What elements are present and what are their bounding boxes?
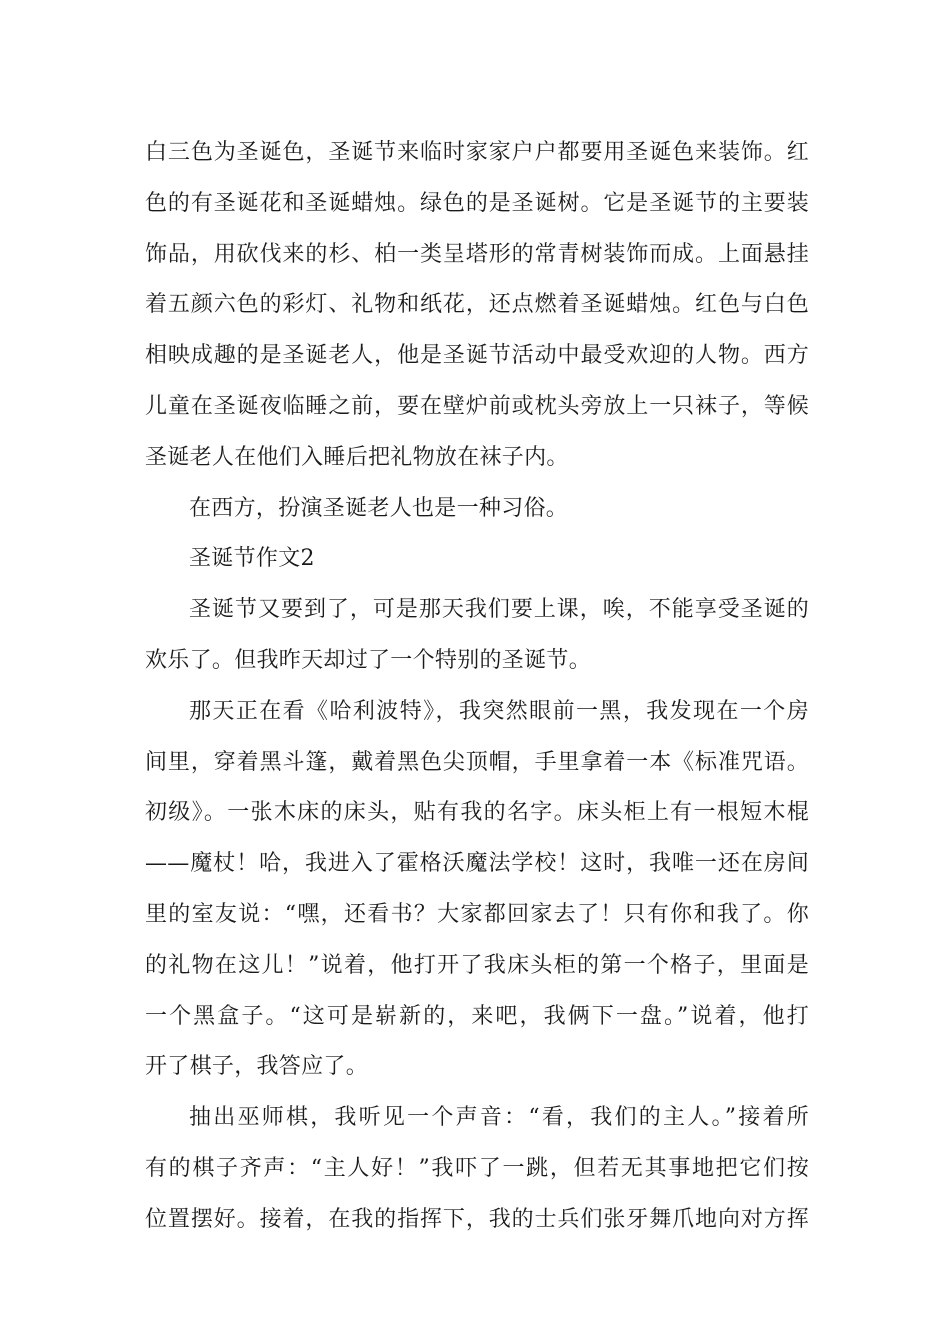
paragraph-first-line: 那天正在看《哈利波特》，我突然眼前一黑，我发现在一个房 <box>189 698 809 724</box>
text-line: 初级》。一张木床的床头，贴有我的名字。床头柜上有一根短木棍 <box>145 800 809 826</box>
text-line: 有的棋子齐声：“主人好！”我吓了一跳，但若无其事地把它们按 <box>145 1155 809 1181</box>
document-body <box>145 128 809 1246</box>
text-line: 的礼物在这儿！”说着，他打开了我床头柜的第一个格子，里面是 <box>145 952 809 978</box>
text-line: 色的有圣诞花和圣诞蜡烛。绿色的是圣诞树。它是圣诞节的主要装 <box>145 190 809 216</box>
paragraph-first-line: 抽出巫师棋，我听见一个声音：“看，我们的主人。”接着所 <box>189 1105 809 1131</box>
paragraph-first-line: 圣诞节又要到了，可是那天我们要上课，唉，不能享受圣诞的 <box>189 597 809 623</box>
text-line: 饰品，用砍伐来的杉、柏一类呈塔形的常青树装饰而成。上面悬挂 <box>145 241 809 267</box>
text-line: ——魔杖！哈，我进入了霍格沃魔法学校！这时，我唯一还在房间 <box>145 851 809 877</box>
text-line: 位置摆好。接着，在我的指挥下，我的士兵们张牙舞爪地向对方挥 <box>145 1206 809 1232</box>
text-line: 间里，穿着黑斗篷，戴着黑色尖顶帽，手里拿着一本《标准咒语。 <box>145 749 809 775</box>
text-line: 相映成趣的是圣诞老人，他是圣诞节活动中最受欢迎的人物。西方 <box>145 343 809 369</box>
text-line: 里的室友说：“嘿，还看书？大家都回家去了！只有你和我了。你 <box>145 901 809 927</box>
text-line: 开了棋子，我答应了。 <box>145 1054 369 1080</box>
paragraph-first-line: 在西方，扮演圣诞老人也是一种习俗。 <box>189 495 569 521</box>
text-line: 着五颜六色的彩灯、礼物和纸花，还点燃着圣诞蜡烛。红色与白色 <box>145 292 809 318</box>
text-line: 儿童在圣诞夜临睡之前，要在壁炉前或枕头旁放上一只袜子，等候 <box>145 393 809 419</box>
text-line: 一个黑盒子。“这可是崭新的，来吧，我俩下一盘。”说着，他打 <box>145 1003 809 1029</box>
text-line: 圣诞老人在他们入睡后把礼物放在袜子内。 <box>145 444 569 470</box>
paragraph-first-line: 圣诞节作文2 <box>189 546 315 572</box>
text-line: 欢乐了。但我昨天却过了一个特别的圣诞节。 <box>145 647 592 673</box>
text-line: 白三色为圣诞色，圣诞节来临时家家户户都要用圣诞色来装饰。红 <box>145 140 809 165</box>
